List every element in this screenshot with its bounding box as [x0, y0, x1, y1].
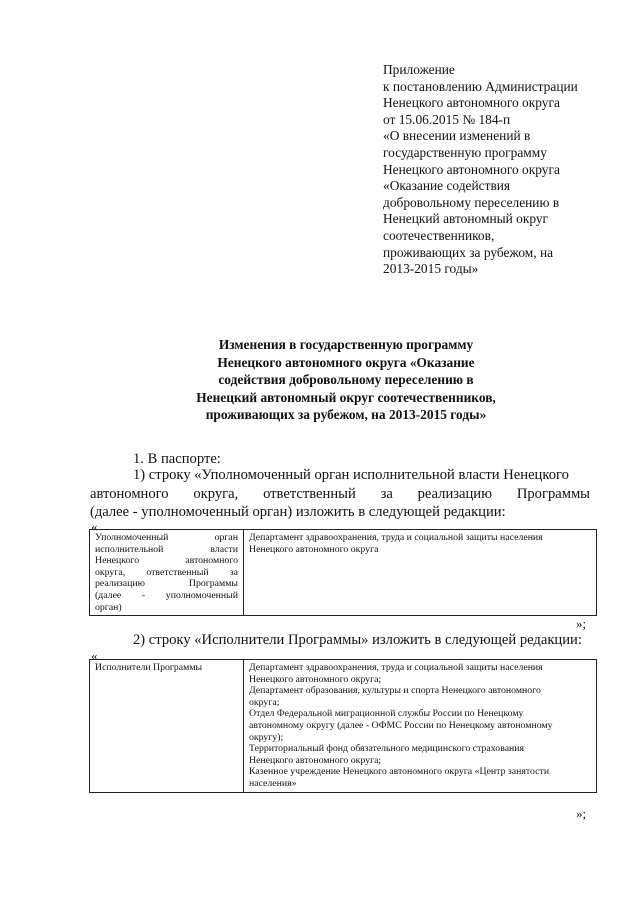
item1-line2-text: автономного округа, ответственный за реализацию Программы: [90, 486, 590, 502]
item2-text-line1: 2) строку «Исполнители Программы» изложить в следующей редакции:: [133, 632, 582, 648]
cell-line: орган): [95, 601, 122, 613]
table-row: [90, 530, 597, 616]
table-row: [90, 660, 597, 793]
cell-line: Уполномоченный орган: [95, 532, 238, 543]
cell-line: округу);: [249, 731, 284, 743]
cell-line: Департамент здравоохранения, труда и социальной защиты населения: [249, 662, 543, 673]
cell-line: реализацию Программы: [95, 578, 238, 590]
cell-line: Ненецкого автономного округа;: [249, 754, 382, 766]
cell-line: населения»: [249, 777, 297, 789]
table-cell-label: [90, 660, 244, 793]
cell-line: исполнительной власти: [95, 543, 238, 555]
cell-lines: [249, 662, 591, 790]
close-quote: »;: [576, 616, 587, 631]
title-line: Ненецкого автономного округа «Оказание: [217, 354, 475, 370]
item1-text-line1: 1) строку «Уполномоченный орган исполнительной власти Ненецкого: [133, 467, 569, 483]
document-title: [96, 336, 596, 424]
appendix-line: 2013-2015 годы»: [383, 261, 479, 277]
cell-lines: [249, 532, 591, 555]
cell-line: Территориальный фонд обязательного медицинского страхования: [249, 743, 525, 755]
title-line: содействия добровольному переселению в: [218, 372, 474, 387]
title-line: Ненецкий автономный округ соотечественников,: [196, 389, 496, 405]
cell-lines: [95, 532, 238, 613]
appendix-line: Приложение: [383, 62, 455, 77]
title-line: проживающих за рубежом, на 2013-2015 годы»: [205, 407, 487, 422]
appendix-line: Ненецкого автономного округа: [383, 95, 560, 111]
appendix-line: Ненецкого автономного округа: [383, 161, 560, 177]
cell-line: Отдел Федеральной миграционной службы России по Ненецкому: [249, 708, 524, 720]
cell-line: Ненецкого автономного: [95, 555, 238, 567]
cell-line: Департамент образования, культуры и спорта Ненецкого автономного: [249, 685, 541, 697]
cell-line: (далее - уполномоченный: [95, 589, 238, 601]
appendix-line: «Оказание содействия: [383, 178, 511, 194]
item1-text-line2: [90, 485, 590, 504]
cell-line: Казенное учреждение Ненецкого автономного округа «Центр занятости: [249, 766, 550, 778]
section-heading: 1. В паспорте:: [133, 451, 221, 467]
appendix-line: от 15.06.2015 № 184-п: [383, 111, 511, 127]
appendix-line: Ненецкий автономный округ: [383, 211, 549, 227]
title-line: Изменения в государственную программу: [218, 337, 474, 352]
open-quote: «: [91, 648, 98, 663]
appendix-line: соотечественников,: [383, 227, 495, 243]
cell-line: Ненецкого автономного округа;: [249, 673, 382, 685]
responsible-body-table: [89, 529, 597, 616]
executors-table: [89, 659, 597, 793]
appendix-line: к постановлению Администрации: [383, 78, 578, 94]
appendix-line: проживающих за рубежом, на: [383, 244, 554, 260]
cell-line: округа;: [249, 696, 280, 708]
cell-line: округа, ответственный за: [95, 566, 238, 578]
open-quote: «: [91, 519, 98, 534]
cell-line: автономному округу (далее - ОФМС России по Ненецкому автономному: [249, 719, 553, 731]
table-cell-label: [90, 530, 244, 616]
close-quote: »;: [576, 806, 587, 821]
cell-line: Ненецкого автономного округа: [249, 543, 379, 555]
appendix-line: «О внесении изменений в: [383, 128, 531, 144]
cell-line: Департамент здравоохранения, труда и социальной защиты населения: [249, 532, 543, 543]
appendix-line: государственную программу: [383, 144, 547, 160]
table-cell-value: [244, 530, 597, 616]
table-cell-value: [244, 660, 597, 793]
appendix-line: добровольному переселению в: [383, 194, 560, 210]
cell-line: Исполнители Программы: [95, 662, 203, 673]
cell-lines: [95, 662, 238, 674]
item1-text-line3: (далее - уполномоченный орган) изложить в следующей редакции:: [90, 504, 506, 520]
appendix-block: [383, 62, 618, 278]
